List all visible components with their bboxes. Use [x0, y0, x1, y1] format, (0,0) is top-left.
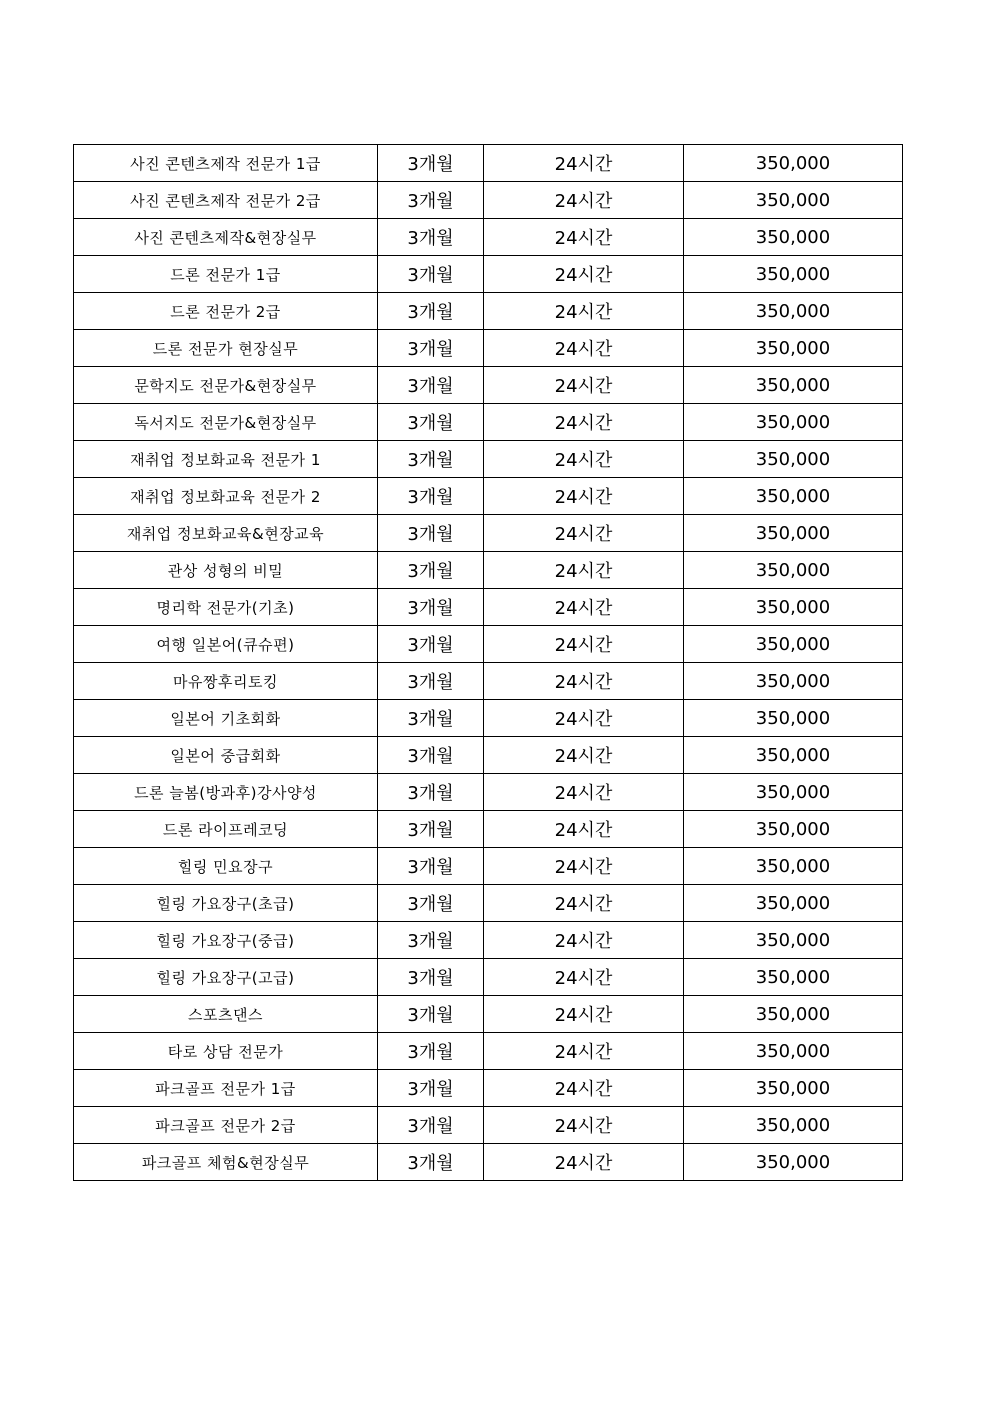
course-fee-cell: 350,000 — [684, 811, 903, 848]
table-row — [74, 996, 903, 1033]
course-period-cell: 3개월 — [378, 885, 484, 922]
course-fee-cell: 350,000 — [684, 1107, 903, 1144]
course-name-cell: 독서지도 전문가&현장실무 — [74, 404, 378, 441]
course-period-cell: 3개월 — [378, 404, 484, 441]
course-period-cell: 3개월 — [378, 663, 484, 700]
table-row — [74, 330, 903, 367]
table-row — [74, 552, 903, 589]
course-name-cell: 드론 전문가 1급 — [74, 256, 378, 293]
course-period-cell: 3개월 — [378, 515, 484, 552]
course-fee-cell: 350,000 — [684, 552, 903, 589]
course-fee-cell: 350,000 — [684, 959, 903, 996]
course-fee-cell: 350,000 — [684, 737, 903, 774]
course-hours-cell: 24시간 — [484, 885, 684, 922]
course-fee-cell: 350,000 — [684, 515, 903, 552]
course-name-cell: 사진 콘텐츠제작 전문가 2급 — [74, 182, 378, 219]
course-fee-cell: 350,000 — [684, 182, 903, 219]
course-name-cell: 힐링 민요장구 — [74, 848, 378, 885]
course-period-cell: 3개월 — [378, 848, 484, 885]
table-row — [74, 848, 903, 885]
course-table — [73, 144, 903, 1181]
table-row — [74, 367, 903, 404]
course-fee-cell: 350,000 — [684, 404, 903, 441]
course-hours-cell: 24시간 — [484, 737, 684, 774]
course-name-cell: 드론 전문가 현장실무 — [74, 330, 378, 367]
table-row — [74, 1107, 903, 1144]
table-row — [74, 404, 903, 441]
course-table-body — [74, 145, 903, 1181]
course-period-cell: 3개월 — [378, 1070, 484, 1107]
course-hours-cell: 24시간 — [484, 515, 684, 552]
course-name-cell: 힐링 가요장구(중급) — [74, 922, 378, 959]
course-name-cell: 사진 콘텐츠제작 전문가 1급 — [74, 145, 378, 182]
course-hours-cell: 24시간 — [484, 811, 684, 848]
table-row — [74, 885, 903, 922]
course-period-cell: 3개월 — [378, 700, 484, 737]
course-period-cell: 3개월 — [378, 293, 484, 330]
course-hours-cell: 24시간 — [484, 848, 684, 885]
course-name-cell: 명리학 전문가(기초) — [74, 589, 378, 626]
course-hours-cell: 24시간 — [484, 367, 684, 404]
course-period-cell: 3개월 — [378, 811, 484, 848]
course-period-cell: 3개월 — [378, 478, 484, 515]
course-name-cell: 파크골프 전문가 2급 — [74, 1107, 378, 1144]
course-name-cell: 파크골프 전문가 1급 — [74, 1070, 378, 1107]
table-row — [74, 922, 903, 959]
course-hours-cell: 24시간 — [484, 774, 684, 811]
table-row — [74, 293, 903, 330]
course-fee-cell: 350,000 — [684, 885, 903, 922]
table-row — [74, 774, 903, 811]
course-fee-cell: 350,000 — [684, 441, 903, 478]
course-fee-cell: 350,000 — [684, 589, 903, 626]
course-fee-cell: 350,000 — [684, 1070, 903, 1107]
course-fee-cell: 350,000 — [684, 219, 903, 256]
course-period-cell: 3개월 — [378, 589, 484, 626]
course-hours-cell: 24시간 — [484, 922, 684, 959]
course-name-cell: 타로 상담 전문가 — [74, 1033, 378, 1070]
course-name-cell: 스포츠댄스 — [74, 996, 378, 1033]
course-hours-cell: 24시간 — [484, 1107, 684, 1144]
table-row — [74, 589, 903, 626]
course-period-cell: 3개월 — [378, 219, 484, 256]
course-period-cell: 3개월 — [378, 959, 484, 996]
course-name-cell: 관상 성형의 비밀 — [74, 552, 378, 589]
course-hours-cell: 24시간 — [484, 996, 684, 1033]
course-period-cell: 3개월 — [378, 737, 484, 774]
course-hours-cell: 24시간 — [484, 1070, 684, 1107]
course-fee-cell: 350,000 — [684, 663, 903, 700]
course-hours-cell: 24시간 — [484, 700, 684, 737]
course-name-cell: 일본어 중급회화 — [74, 737, 378, 774]
table-row — [74, 959, 903, 996]
course-fee-cell: 350,000 — [684, 1144, 903, 1181]
table-row — [74, 1070, 903, 1107]
course-name-cell: 재취업 정보화교육 전문가 1 — [74, 441, 378, 478]
course-period-cell: 3개월 — [378, 552, 484, 589]
course-hours-cell: 24시간 — [484, 478, 684, 515]
course-period-cell: 3개월 — [378, 367, 484, 404]
table-row — [74, 626, 903, 663]
course-hours-cell: 24시간 — [484, 219, 684, 256]
course-period-cell: 3개월 — [378, 256, 484, 293]
table-row — [74, 737, 903, 774]
course-period-cell: 3개월 — [378, 441, 484, 478]
table-row — [74, 219, 903, 256]
course-hours-cell: 24시간 — [484, 959, 684, 996]
course-hours-cell: 24시간 — [484, 293, 684, 330]
course-hours-cell: 24시간 — [484, 663, 684, 700]
course-fee-cell: 350,000 — [684, 330, 903, 367]
course-period-cell: 3개월 — [378, 182, 484, 219]
course-fee-cell: 350,000 — [684, 996, 903, 1033]
course-hours-cell: 24시간 — [484, 256, 684, 293]
course-period-cell: 3개월 — [378, 922, 484, 959]
course-name-cell: 드론 전문가 2급 — [74, 293, 378, 330]
course-name-cell: 문학지도 전문가&현장실무 — [74, 367, 378, 404]
course-hours-cell: 24시간 — [484, 626, 684, 663]
course-fee-cell: 350,000 — [684, 922, 903, 959]
course-fee-cell: 350,000 — [684, 626, 903, 663]
course-hours-cell: 24시간 — [484, 182, 684, 219]
course-hours-cell: 24시간 — [484, 1033, 684, 1070]
table-row — [74, 145, 903, 182]
course-fee-cell: 350,000 — [684, 293, 903, 330]
course-period-cell: 3개월 — [378, 330, 484, 367]
course-hours-cell: 24시간 — [484, 552, 684, 589]
course-hours-cell: 24시간 — [484, 330, 684, 367]
course-period-cell: 3개월 — [378, 1144, 484, 1181]
course-name-cell: 여행 일본어(큐슈편) — [74, 626, 378, 663]
course-name-cell: 드론 라이프레코딩 — [74, 811, 378, 848]
table-row — [74, 441, 903, 478]
table-row — [74, 182, 903, 219]
table-row — [74, 1144, 903, 1181]
table-row — [74, 663, 903, 700]
course-fee-cell: 350,000 — [684, 848, 903, 885]
course-name-cell: 일본어 기초회화 — [74, 700, 378, 737]
course-period-cell: 3개월 — [378, 626, 484, 663]
course-hours-cell: 24시간 — [484, 1144, 684, 1181]
course-period-cell: 3개월 — [378, 145, 484, 182]
course-fee-cell: 350,000 — [684, 774, 903, 811]
course-name-cell: 드론 늘봄(방과후)강사양성 — [74, 774, 378, 811]
table-row — [74, 1033, 903, 1070]
course-fee-cell: 350,000 — [684, 256, 903, 293]
course-fee-cell: 350,000 — [684, 367, 903, 404]
table-row — [74, 478, 903, 515]
course-hours-cell: 24시간 — [484, 441, 684, 478]
course-name-cell: 힐링 가요장구(고급) — [74, 959, 378, 996]
table-row — [74, 700, 903, 737]
course-period-cell: 3개월 — [378, 774, 484, 811]
course-fee-cell: 350,000 — [684, 700, 903, 737]
course-fee-cell: 350,000 — [684, 145, 903, 182]
course-period-cell: 3개월 — [378, 1107, 484, 1144]
course-name-cell: 파크골프 체험&현장실무 — [74, 1144, 378, 1181]
table-row — [74, 515, 903, 552]
course-fee-cell: 350,000 — [684, 478, 903, 515]
course-hours-cell: 24시간 — [484, 145, 684, 182]
course-name-cell: 힐링 가요장구(초급) — [74, 885, 378, 922]
course-name-cell: 사진 콘텐츠제작&현장실무 — [74, 219, 378, 256]
table-row — [74, 256, 903, 293]
course-name-cell: 재취업 정보화교육&현장교육 — [74, 515, 378, 552]
course-period-cell: 3개월 — [378, 1033, 484, 1070]
course-name-cell: 마유짱후리토킹 — [74, 663, 378, 700]
course-period-cell: 3개월 — [378, 996, 484, 1033]
course-hours-cell: 24시간 — [484, 404, 684, 441]
course-name-cell: 재취업 정보화교육 전문가 2 — [74, 478, 378, 515]
course-fee-cell: 350,000 — [684, 1033, 903, 1070]
table-row — [74, 811, 903, 848]
course-hours-cell: 24시간 — [484, 589, 684, 626]
